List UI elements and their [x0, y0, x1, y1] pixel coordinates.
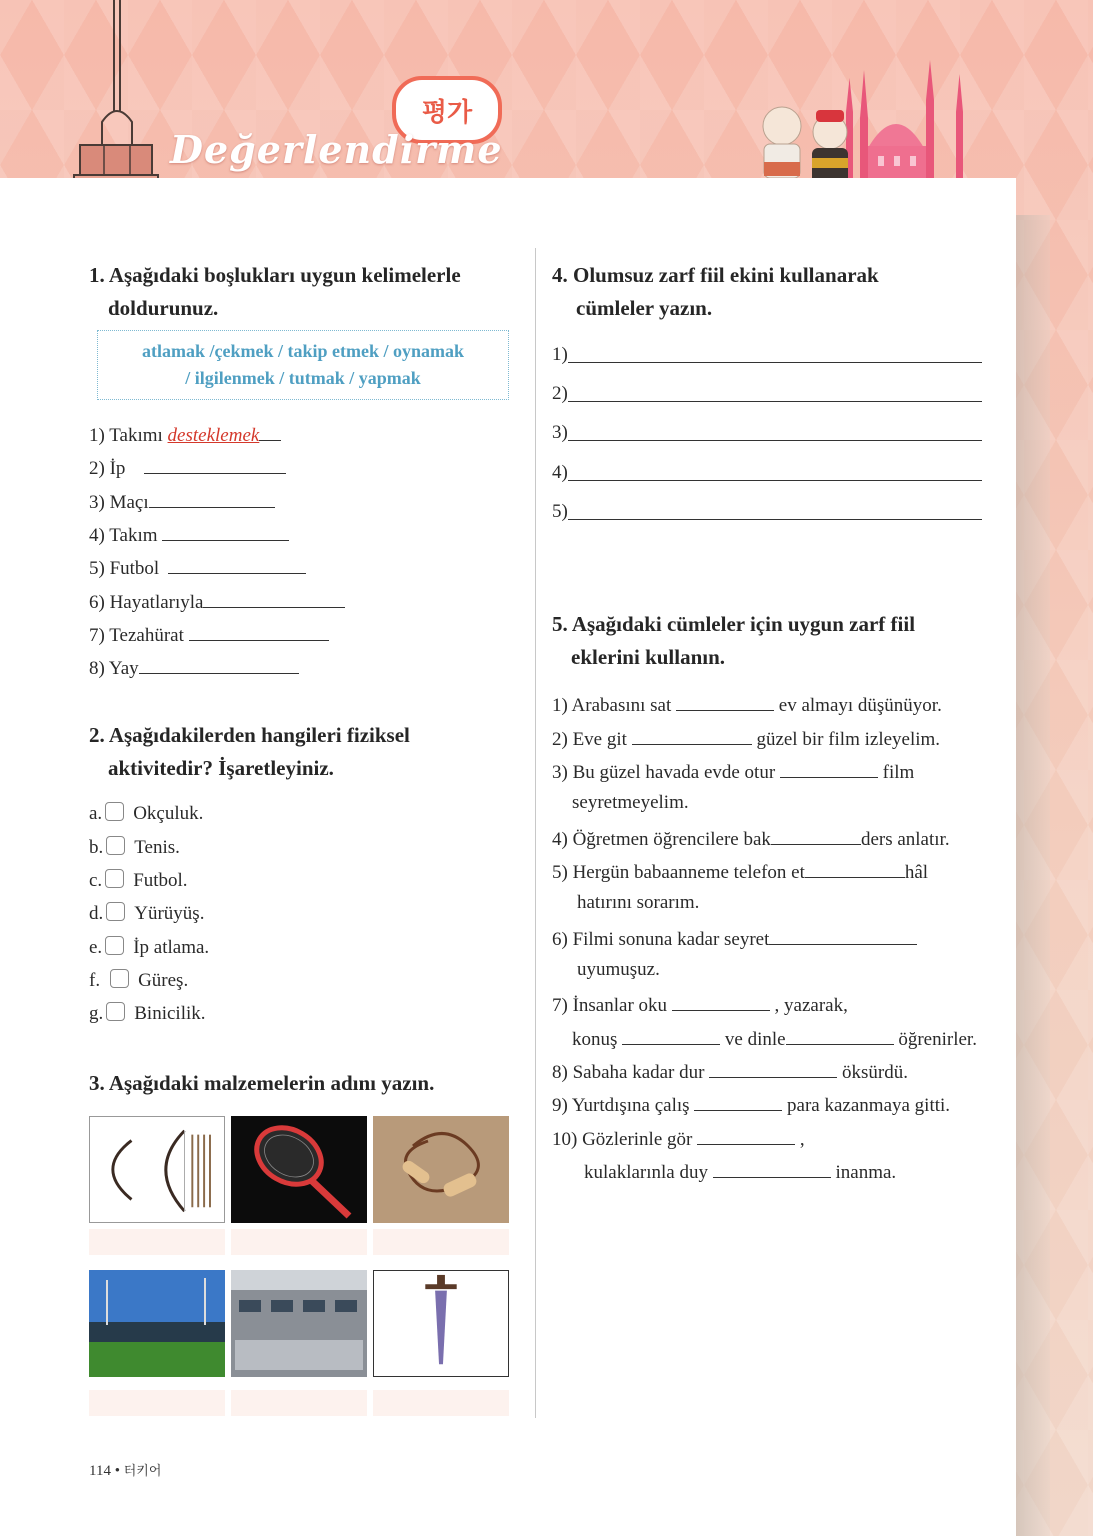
q5-sentence-6: 6) Filmi sonuna kadar seyret: [552, 924, 917, 953]
q2-option-a: a. Okçuluk.: [89, 803, 204, 824]
checkbox[interactable]: [105, 869, 124, 888]
answer-field-1[interactable]: [89, 1229, 225, 1255]
q1-item-2-blank[interactable]: [144, 453, 286, 474]
q4-line-2[interactable]: 2): [552, 383, 568, 405]
checkbox[interactable]: [106, 1002, 125, 1021]
section-title: Değerlendirme: [170, 127, 503, 172]
checkbox[interactable]: [105, 802, 124, 821]
checkbox[interactable]: [105, 936, 124, 955]
page-shadow: [1016, 215, 1050, 1536]
column-divider: [535, 248, 536, 1418]
q1-item-5-blank[interactable]: [168, 553, 306, 574]
answer-field-6[interactable]: [373, 1390, 509, 1416]
q1-item-3: 3) Maçı: [89, 487, 275, 516]
q5-blank[interactable]: [769, 924, 917, 945]
sword-image: [373, 1270, 509, 1377]
q2-option-b: b. Tenis.: [89, 837, 180, 858]
q1-item-6-blank[interactable]: [203, 587, 345, 608]
q5-sentence-3: 3) Bu güzel havada evde otur film: [552, 757, 914, 786]
q5-sentence-5-cont: hatırını sorarım.: [577, 892, 700, 913]
q5-blank[interactable]: [632, 724, 752, 745]
question-3-title: 3. Aşağıdaki malzemelerin adını yazın.: [89, 1071, 435, 1095]
q5-sentence-3-cont: seyretmeyelim.: [572, 792, 689, 813]
q5-blank[interactable]: [676, 690, 774, 711]
q5-blank[interactable]: [622, 1024, 720, 1045]
q5-blank[interactable]: [709, 1057, 837, 1078]
question-4-title: 4. Olumsuz zarf fiil ekini kullanarak cümleler yazın.: [552, 263, 879, 320]
q4-line-3[interactable]: 3): [552, 422, 568, 444]
q4-line-1[interactable]: 1): [552, 344, 568, 366]
question-5-title: 5. Aşağıdaki cümleler için uygun zarf fiil eklerini kullanın.: [552, 612, 916, 669]
q2-option-e: e. İp atlama.: [89, 937, 210, 958]
q4-line-4[interactable]: 4): [552, 462, 568, 484]
answer-field-5[interactable]: [231, 1390, 367, 1416]
q5-blank[interactable]: [694, 1090, 782, 1111]
q5-sentence-7: 7) İnsanlar oku , yazarak,: [552, 990, 848, 1019]
q5-sentence-10-cont: kulaklarınla duy inanma.: [584, 1157, 896, 1186]
q1-item-5: 5) Futbol: [89, 553, 306, 582]
q1-item-8-blank[interactable]: [139, 653, 299, 674]
q5-blank[interactable]: [805, 857, 905, 878]
q2-option-f: f. Güreş.: [89, 970, 189, 991]
q1-item-1-answer[interactable]: desteklemek: [167, 425, 260, 446]
answer-field-3[interactable]: [373, 1229, 509, 1255]
q5-sentence-10: 10) Gözlerinle gör ,: [552, 1124, 805, 1153]
q1-item-1-blank[interactable]: [259, 420, 281, 441]
tennis-racket-image: [231, 1116, 367, 1223]
q1-item-3-blank[interactable]: [149, 487, 275, 508]
page-footer: 114 • 터키어: [89, 1463, 162, 1479]
answer-field-4[interactable]: [89, 1390, 225, 1416]
checkbox[interactable]: [106, 836, 125, 855]
question-1-title: 1. Aşağıdaki boşlukları uygun kelimelerle doldurunuz.: [89, 263, 461, 320]
q5-blank[interactable]: [786, 1024, 894, 1045]
q4-line-5[interactable]: 5): [552, 501, 568, 523]
stadium-image: [89, 1270, 225, 1377]
q1-item-4-blank[interactable]: [162, 520, 289, 541]
bow-and-arrows-image: [89, 1116, 225, 1223]
q1-item-7-blank[interactable]: [189, 620, 329, 641]
q2-option-g: g. Binicilik.: [89, 1003, 206, 1024]
q1-item-6: 6) Hayatlarıyla: [89, 587, 345, 616]
q5-sentence-5: 5) Hergün babaanneme telefon et hâl: [552, 857, 928, 886]
checkbox[interactable]: [110, 969, 129, 988]
q5-blank[interactable]: [780, 757, 878, 778]
q2-option-d: d. Yürüyüş.: [89, 903, 205, 924]
q1-item-7: 7) Tezahürat: [89, 620, 329, 649]
q5-blank[interactable]: [713, 1157, 831, 1178]
word-bank: atlamak /çekmek / takip etmek / oynamak / ilgilenmek / tutmak / yapmak: [97, 330, 509, 400]
page-number: 114: [89, 1463, 111, 1479]
checkbox[interactable]: [106, 902, 125, 921]
hanging-frame-decoration: [72, 0, 162, 188]
book-title: 터키어: [123, 1464, 162, 1479]
question-2-title: 2. Aşağıdakilerden hangileri fiziksel aktivitedir? İşaretleyiniz.: [89, 723, 410, 780]
q1-item-8: 8) Yay: [89, 653, 299, 682]
q5-sentence-1: 1) Arabasını sat ev almayı düşünüyor.: [552, 690, 942, 719]
q5-sentence-4: 4) Öğretmen öğrencilere bak ders anlatır.: [552, 824, 950, 853]
q1-item-2: 2) İp: [89, 453, 286, 482]
q5-blank[interactable]: [697, 1124, 795, 1145]
answer-field-2[interactable]: [231, 1229, 367, 1255]
treadmills-image: [231, 1270, 367, 1377]
q5-sentence-8: 8) Sabaha kadar dur öksürdü.: [552, 1057, 908, 1086]
evaluation-badge: 평가: [392, 76, 502, 144]
q5-sentence-2: 2) Eve git güzel bir film izleyelim.: [552, 724, 940, 753]
q2-option-c: c. Futbol.: [89, 870, 188, 891]
q5-sentence-9: 9) Yurtdışına çalış para kazanmaya gitti.: [552, 1090, 950, 1119]
q1-item-4: 4) Takım: [89, 520, 289, 549]
q5-sentence-6-cont: uyumuşuz.: [577, 959, 660, 980]
q5-blank[interactable]: [771, 824, 861, 845]
q1-item-1: 1) Takımı desteklemek: [89, 420, 281, 449]
q5-sentence-7-cont: konuş ve dinle öğrenirler.: [572, 1024, 977, 1053]
jump-rope-image: [373, 1116, 509, 1223]
q5-blank[interactable]: [672, 990, 770, 1011]
